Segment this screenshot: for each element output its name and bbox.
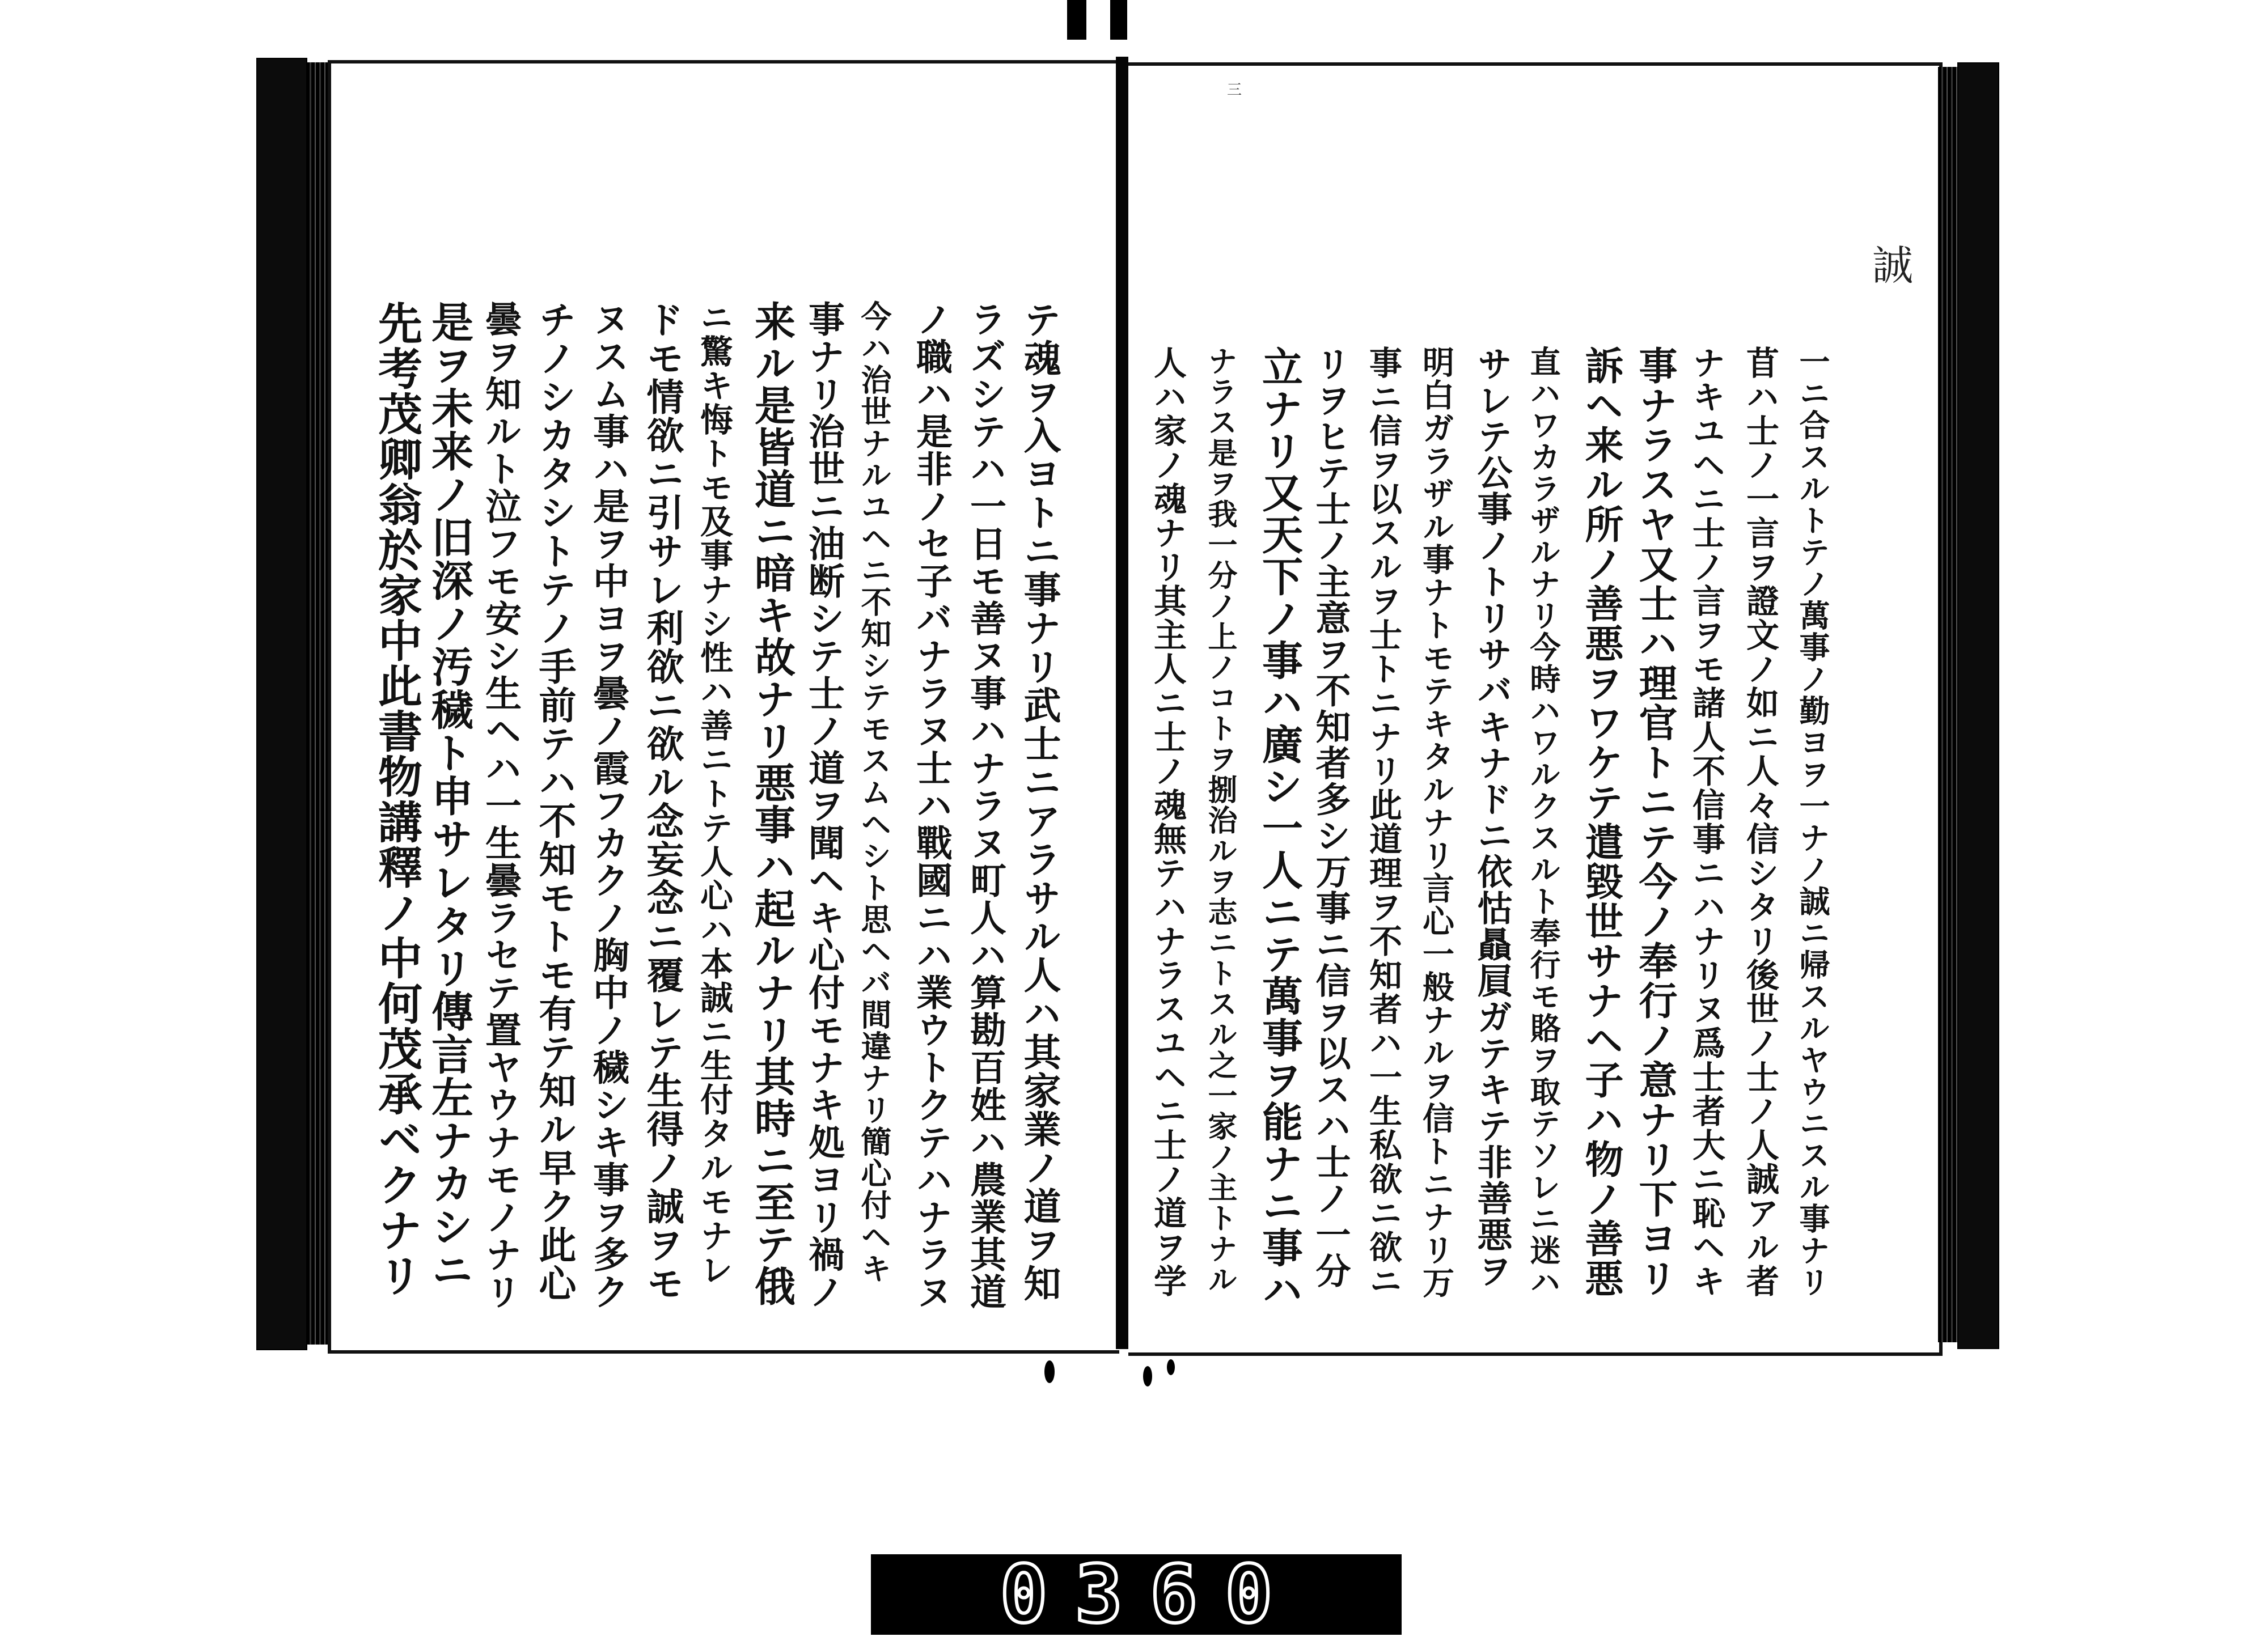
left-text-column: 事ナリ治世ニ油断シテ士ノ道ヲ聞ヘキ心付モナキ処ヨリ禍ノ xyxy=(802,300,845,1311)
right-cover-edge xyxy=(1957,62,1999,1349)
frame-number-plate xyxy=(871,1548,1402,1641)
left-text-column: チノシカタシトテノ手前テハ不知モトモ有テ知ル早ク此心 xyxy=(532,300,577,1303)
top-clip-right xyxy=(1110,0,1127,40)
right-text-column: 訴ヘ来ル所ノ善悪ヲワケテ遣毀世サナヘ子ハ物ノ善悪 xyxy=(1579,346,1624,1298)
right-text-column: サレテ公事ノトリサバキナドニ依怙贔屓ガテキテ非善悪ヲ xyxy=(1471,346,1513,1289)
left-text-column: 曇ヲ知ルト泣フモ安シ生ヘハ一生曇ラセテ置ヤウナモノナリ xyxy=(479,300,522,1311)
left-page-stack xyxy=(306,62,329,1345)
right-text-column: 直ハワカラザルナリ今時ハワルクスルト奉行モ賂ヲ取テソレニ迷ハ xyxy=(1525,346,1562,1298)
left-cover-edge xyxy=(256,58,307,1350)
right-text-column: ナキユヘニ士ノ言ヲモ諸人不信事ニハナリヌ爲士者大ニ恥ヘキ xyxy=(1687,346,1725,1298)
right-text-column: 人ハ家ノ魂ナリ其主人ニ士ノ魂無テハナラスユヘニ士ノ道ヲ学 xyxy=(1148,346,1187,1298)
right-text-column: 立ナリ又天下ノ事ハ廣シ一人ニテ萬事ヲ能ナニ事ハ xyxy=(1255,346,1304,1311)
right-text-column: ナラス是ヲ我一分ノ上ノコトヲ捌治ルヲ志ニトスル之一家ノ主トナル xyxy=(1203,346,1237,1295)
left-text-column: 来ル是皆道ニ暗キ故ナリ悪事ハ起ルナリ其時ニ至テ俄 xyxy=(748,300,796,1307)
right-page-folio: 三 xyxy=(1227,82,1242,99)
right-text-column: 事ニ信ヲ以スルヲ士トニナリ此道理ヲ不知者ハ一生私欲ニ欲ニ xyxy=(1364,346,1402,1298)
right-text-column: 事ナラスヤ又士ハ理官トニテ今ノ奉行ノ意ナリ下ヨリ xyxy=(1632,346,1678,1298)
scan-speck xyxy=(1044,1360,1055,1383)
left-text-column: テ魂ヲ入ヨトニ事ナリ武士ニアラサル人ハ其家業ノ道ヲ知 xyxy=(1017,300,1061,1303)
left-text-column: 先考茂卿翁於家中此書物講釋ノ中何茂承ベクナリ xyxy=(371,300,422,1298)
right-text-column: 明白ガラザル事ナトモテキタルナリ言心一般ナルヲ信トニナリ万 xyxy=(1417,346,1455,1299)
right-text-column: 一ニ合スルトテノ萬事ノ勤ヨヲ一ナノ誠ニ帰スルヤウニスル事ナリ xyxy=(1795,346,1831,1298)
top-clip-left xyxy=(1067,0,1086,40)
left-text-column: ドモ情欲ニ引サレ利欲ニ欲ル念妄念ニ覆レテ生得ノ誠ヲモ xyxy=(640,300,684,1303)
section-heading: 誠 xyxy=(1865,244,1913,285)
right-page-stack xyxy=(1938,67,1958,1342)
left-text-column: ノ職ハ是非ノセ子バナラヌ士ハ戰國ニハ業ウトクテハナラヌ xyxy=(910,300,953,1311)
left-text-column: ニ驚キ悔トモ及事ナシ性ハ善ニトテ人心ハ本誠ニ生付タルモナレ xyxy=(695,300,733,1287)
book-gutter xyxy=(1116,57,1128,1349)
right-text-column: 苜ハ士ノ一言ヲ證文ノ如ニ人々信シタリ後世ノ士ノ人誠アル者 xyxy=(1741,346,1779,1298)
left-text-column: 今ハ治世ナルユヘニ不知シテモスムヘシト思ヘバ間違ナリ簡心付ヘキ xyxy=(856,300,892,1284)
right-text-column: リヲヒテ士ノ主意ヲ不知者多シ万事ニ信ヲ以スハ士ノ一分 xyxy=(1310,346,1351,1289)
left-text-column: ヌスム事ハ是ヲ中ヨヲ曇ノ霞フカクノ胸中ノ穢シキ事ヲ多ク xyxy=(587,300,629,1311)
scan-speck xyxy=(1167,1359,1175,1375)
scan-speck xyxy=(1143,1366,1152,1386)
frame-number: 0360 xyxy=(1000,1548,1300,1641)
left-text-column: ラズシテハ一日モ善ヌ事ハナラヌ町人ハ算勘百姓ハ農業其道 xyxy=(964,300,1006,1311)
left-text-column: 是ヲ未来ノ旧深ノ汚穢ト申サレタリ傳言左ナカシニ xyxy=(425,300,473,1291)
